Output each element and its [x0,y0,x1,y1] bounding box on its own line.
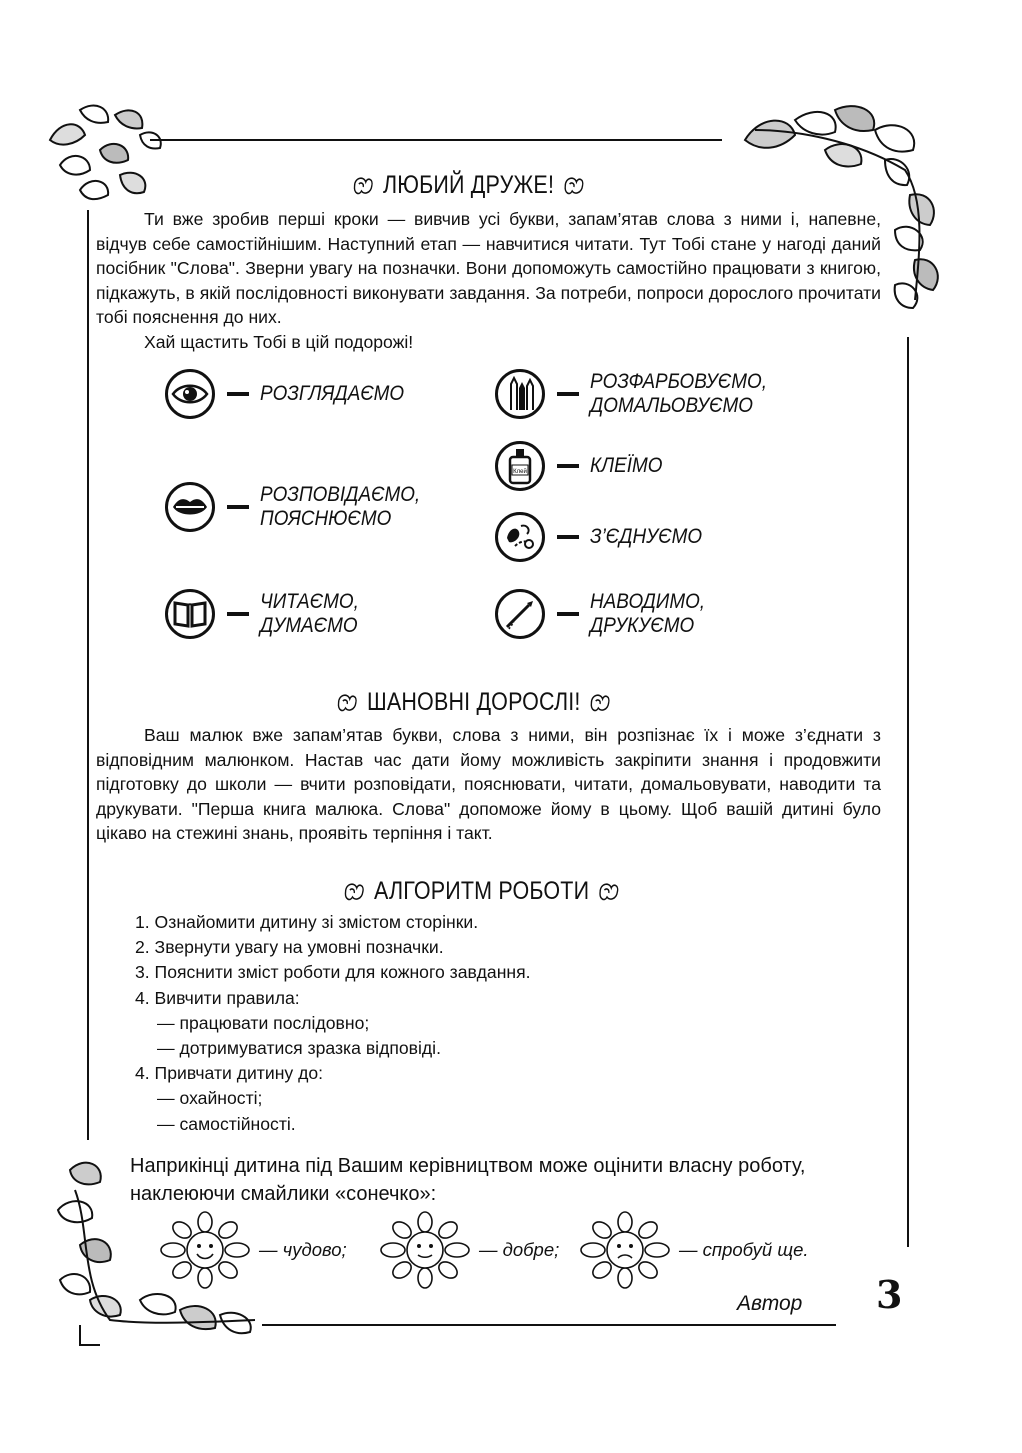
author-signature: Автор [737,1292,803,1315]
legend-dash [227,392,249,396]
heading-algorithm: АЛГОРИТМ РОБОТИ [343,877,620,906]
legend-tell-line-2: ПОЯСНЮЄМО [260,507,392,530]
footer-line-1: Наприкінці дитина під Вашим керівництвом може оцінити власну роботу, [130,1155,806,1177]
glue-bottle-label: Клей [513,469,527,475]
heading-adults: ШАНОВНІ ДОРОСЛІ! [336,688,612,717]
connect-icon [495,512,545,562]
legend-glue [495,441,670,491]
legend-tell-line-1: РОЗПОВІДАЄМО, [260,483,421,506]
legend-dash [227,612,249,616]
book-icon [165,589,215,639]
legend-read-line-2: ДУМАЄМО [260,614,358,637]
rating-try-label: — спробуй ще. [679,1239,809,1260]
legend-dash [557,392,579,396]
legend-color-label [590,370,767,418]
left-vertical-rule [87,210,89,1140]
rating-good-label: — добре; [479,1239,560,1260]
bottom-rule [262,1324,836,1326]
legend-read-label [260,590,359,638]
right-vertical-rule [907,337,909,1247]
step-item: — охайності; [157,1088,263,1109]
step-item: — самостійності. [157,1113,296,1134]
footer-text [130,1152,805,1208]
legend-dash [227,505,249,509]
vine-ornament-top-left [40,100,170,210]
legend-look [165,369,420,419]
step-item: 2. Звернути увагу на умовні позначки. [135,937,444,958]
legend-glue-label: КЛЕЇМО [590,454,663,477]
legend-color-line-1: РОЗФАРБОВУЄМО, [590,370,767,393]
intro-paragraph: Ти вже зробив перші кроки — вивчив усі букви, запам’ятав слова з ними і, напевне, відчув себе самостійнішим. Наступний етап — навчитися читати. Тут Тобі стане у нагоді даний посібник "Слова". Зверни увагу на позначки. Вони допоможуть самостійно працювати з книгою, підкажуть, в якій послідовності виконувати завдання. За потреби, попроси дорослого прочитати тобі пояснення до них. [96,209,881,327]
legend-dash [557,464,579,468]
adults-text [96,723,881,846]
pen-icon [495,589,545,639]
ornament-icon [563,174,585,198]
rating-great [155,1210,347,1290]
ornament-icon [589,691,611,715]
lips-icon [165,482,215,532]
glue-bottle-icon [495,441,545,491]
adults-paragraph: Ваш малюк вже запам’ятав букви, слова з ними, він розпізнає їх і може з’єднати з відповідним малюнком. Настав час дати йому можливість закріпити знання і продовжити підготовку до школи — вчити розповідати, пояснювати, читати, домальовувати, наводити та друкувати. "Перша книга малюка. Слова" допоможе йому в цьому. Щоб вашій дитині було цікаво на стежині знань, проявіть терпіння і такт. [96,725,881,843]
page-number: 3 [876,1272,903,1317]
smiling-flower-icon [375,1210,475,1290]
legend-trace-line-2: ДРУКУЄМО [590,614,695,637]
eye-icon [165,369,215,419]
legend-dash [557,612,579,616]
step-item: — дотримуватися зразка відповіді. [157,1038,441,1059]
algorithm-steps [135,910,531,1137]
legend-connect-label: З’ЄДНУЄМО [590,525,703,548]
heading-friend: ЛЮБИЙ ДРУЖЕ! [352,171,585,200]
legend-read-line-1: ЧИТАЄМО, [260,590,359,613]
legend-look-label: РОЗГЛЯДАЄМО [260,382,405,405]
rating-great-label: — чудово; [259,1239,347,1260]
pencils-icon [495,369,545,419]
legend-dash [557,535,579,539]
footer-line-2: наклеюючи смайлики «сонечко»: [130,1183,437,1205]
happy-flower-icon [155,1210,255,1290]
ornament-icon [598,880,620,904]
legend-connect [495,512,714,562]
legend-tell-label [260,483,420,531]
legend-read [165,589,370,639]
legend-color [495,369,787,419]
step-item: — працювати послідовно; [157,1012,370,1033]
legend-trace-line-1: НАВОДИМО, [590,590,706,613]
rating-good [375,1210,559,1290]
step-item: 4. Привчати дитину до: [135,1063,324,1084]
step-item: 1. Ознайомити дитину зі змістом сторінки. [135,912,479,932]
ornament-icon [352,174,374,198]
legend-color-line-2: ДОМАЛЬОВУЄМО [590,394,753,417]
intro-wish: Хай щастить Тобі в цій подорожі! [144,331,414,352]
legend-trace [495,589,718,639]
legend-tell [165,482,438,532]
intro-text [96,207,881,354]
rating-try [575,1210,809,1290]
sad-flower-icon [575,1210,675,1290]
step-item: 3. Пояснити зміст роботи для кожного завдання. [135,962,531,983]
legend-trace-label [590,590,705,638]
step-item: 4. Вивчити правила: [135,987,300,1008]
ornament-icon [343,880,365,904]
ornament-icon [336,691,358,715]
top-rule [150,139,722,141]
